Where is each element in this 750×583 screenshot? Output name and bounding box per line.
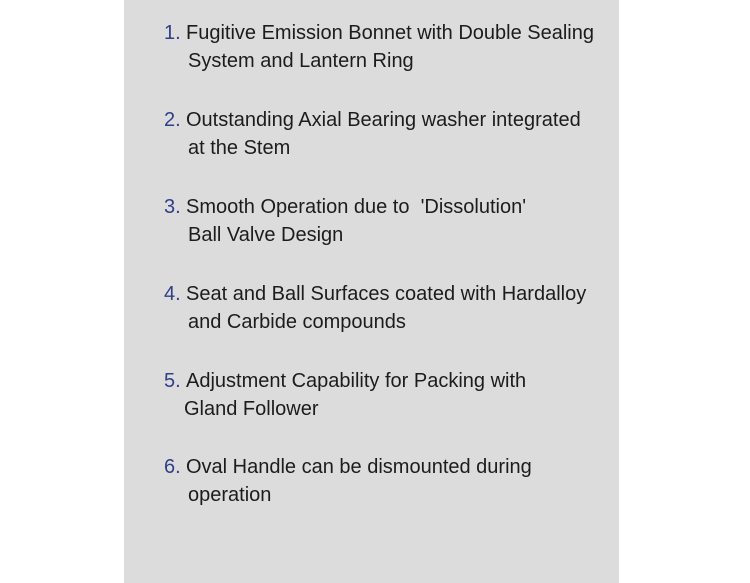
feature-text-line1: Outstanding Axial Bearing washer integrated: [186, 109, 581, 131]
feature-text-line1: Oval Handle can be dismounted during: [186, 456, 532, 478]
feature-text-line2: System and Lantern Ring: [188, 50, 414, 72]
feature-text-line1: Seat and Ball Surfaces coated with Hardalloy: [186, 283, 587, 305]
feature-text-line1: Fugitive Emission Bonnet with Double Sealing: [186, 22, 594, 44]
feature-text-line2: operation: [188, 484, 272, 506]
feature-number: 6.: [164, 456, 181, 478]
feature-text-line2: at the Stem: [188, 137, 291, 159]
feature-number: 3.: [164, 196, 181, 218]
feature-text-line2: and Carbide compounds: [188, 311, 406, 333]
feature-number: 2.: [164, 109, 181, 131]
feature-text-line2: Gland Follower: [184, 398, 319, 420]
feature-text-line2: Ball Valve Design: [188, 224, 344, 246]
feature-number: 5.: [164, 370, 181, 392]
feature-number: 4.: [164, 283, 181, 305]
feature-number: 1.: [164, 22, 181, 44]
feature-text-line1: Smooth Operation due to 'Dissolution': [186, 196, 527, 218]
feature-panel: [124, 0, 619, 583]
feature-text-line1: Adjustment Capability for Packing with: [186, 370, 527, 392]
